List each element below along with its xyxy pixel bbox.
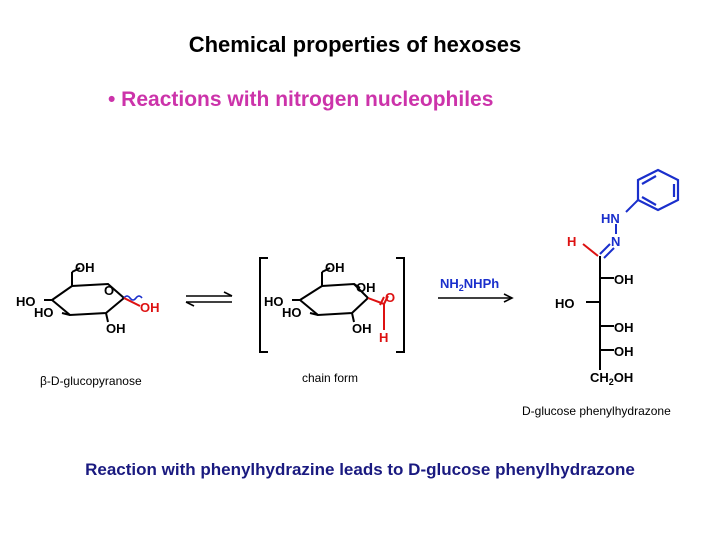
product-label: D-glucose phenylhydrazone: [522, 404, 671, 418]
product-h: H: [567, 234, 577, 249]
hydrazone-bonds: [600, 200, 638, 258]
pyranose-ring-oxygen: O: [104, 283, 115, 298]
product-backbone: [586, 256, 614, 370]
chain-oh-right: OH: [356, 280, 376, 295]
pyranose-ho-left2: HO: [34, 305, 54, 320]
product-oh-1: OH: [614, 272, 634, 287]
product-oh-4: OH: [614, 344, 634, 359]
pyranose-oh-bottom: OH: [106, 321, 126, 336]
reaction-arrow: [438, 294, 512, 302]
chain-carbonyl-oxygen: O: [385, 290, 396, 305]
pyranose-oh-top: OH: [75, 260, 95, 275]
chain-oh-bottom: OH: [352, 321, 372, 336]
bullet-point: • Reactions with nitrogen nucleophiles: [108, 88, 494, 111]
product-oh-3: OH: [614, 320, 634, 335]
slide-title: Chemical properties of hexoses: [188, 32, 522, 57]
product-n: N: [611, 234, 621, 249]
equilibrium-arrows: [186, 292, 232, 306]
chain-ho-left: HO: [264, 294, 284, 309]
pyranose-ho-left: HO: [16, 294, 36, 309]
slide-caption: Reaction with phenylhydrazine leads to D-glucose phenylhydrazone: [85, 460, 635, 479]
phenyl-ring: [638, 170, 678, 210]
reaction-scheme: [0, 160, 720, 430]
chain-form-label: chain form: [302, 371, 359, 385]
product-hn: HN: [601, 211, 620, 226]
product-ch2oh: $CH_2OH$: [590, 370, 634, 387]
chain-oh-top: OH: [325, 260, 345, 275]
chain-aldehyde-h: H: [379, 330, 389, 345]
chain-ho-left2: HO: [282, 305, 302, 320]
pyranose-label: β-D-glucopyranose: [40, 374, 142, 388]
reagent-label: $NH_2NHPh$: [440, 276, 500, 293]
pyranose-oh-anomeric: OH: [140, 300, 160, 315]
product-ho: HO: [555, 296, 575, 311]
c1-h-bond: [583, 244, 598, 256]
chain-form-structure: [292, 268, 368, 322]
